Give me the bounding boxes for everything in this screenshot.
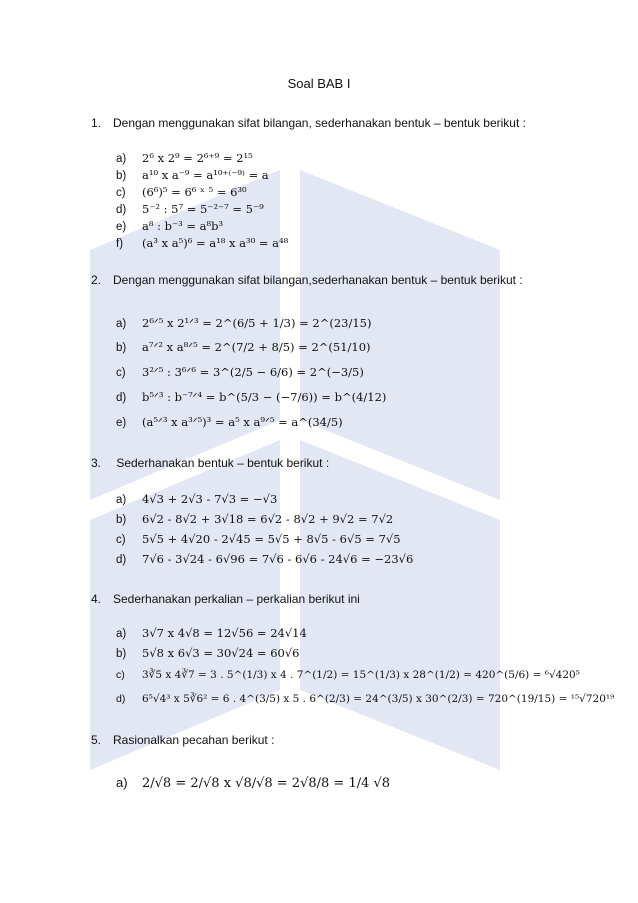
- question-prompt: Dengan menggunakan sifat bilangan, sederhanakan bentuk – bentuk berikut :: [113, 116, 526, 130]
- list-item: [116, 185, 247, 199]
- list-item: [116, 316, 371, 330]
- question-prompt: Sederhanakan perkalian – perkalian berikut ini: [113, 592, 360, 606]
- item-label: d): [116, 204, 127, 216]
- item-label: e): [116, 417, 127, 429]
- item-label: c): [116, 534, 126, 546]
- item-label: c): [116, 187, 126, 199]
- item-label: e): [116, 221, 127, 233]
- list-item: [116, 693, 614, 705]
- item-label: a): [116, 318, 127, 330]
- item-expression: 6⁵√4³ x 5∛6² = 6 . 4^(3/5) x 5 . 6^(2/3) = 24^(3/5) x 30^(2/3) = 720^(19/15) = ¹⁵√720¹⁹: [142, 693, 615, 705]
- item-expression: 4√3 + 2√3 - 7√3 = −√3: [142, 492, 278, 506]
- item-expression: a⁸ : b⁻³ = a⁸b³: [142, 219, 224, 233]
- item-label: a): [116, 628, 127, 640]
- item-expression: (a³ x a⁵)⁶ = a¹⁸ x a³⁰ = a⁴⁸: [142, 236, 289, 250]
- item-expression: 2/√8 = 2/√8 x √8/√8 = 2√8/8 = 1/4 √8: [142, 776, 391, 791]
- question-number: 2.: [91, 273, 102, 287]
- list-item: [116, 340, 371, 354]
- list-item: [116, 626, 307, 640]
- item-label: b): [116, 170, 127, 182]
- list-item: [116, 151, 253, 165]
- list-item: [116, 646, 300, 660]
- item-label: c): [116, 669, 125, 681]
- item-expression: 5⁻² : 5⁷ = 5⁻²⁻⁷ = 5⁻⁹: [142, 202, 264, 216]
- item-expression: 2⁶ᐟ⁵ x 2¹ᐟ³ = 2^(6/5 + 1/3) = 2^(23/15): [142, 316, 372, 330]
- list-item: [116, 552, 413, 566]
- list-item: [116, 532, 401, 546]
- item-expression: a⁷ᐟ² x a⁸ᐟ⁵ = 2^(7/2 + 8/5) = 2^(51/10): [142, 340, 371, 354]
- list-item: [116, 390, 386, 404]
- question-1: [91, 116, 526, 130]
- item-label: d): [116, 392, 127, 404]
- question-number: 4.: [91, 592, 102, 606]
- question-3: [91, 456, 329, 470]
- question-number: 1.: [91, 116, 102, 130]
- list-item: [116, 669, 580, 681]
- item-expression: (6⁶)⁵ = 6⁶ ˣ ⁵ = 6³⁰: [142, 185, 247, 199]
- question-number: 3.: [91, 456, 102, 470]
- list-item: [116, 415, 343, 429]
- item-expression: 3∛5 x 4∛7 = 3 . 5^(1/3) x 4 . 7^(1/2) = 15^(1/3) x 28^(1/2) = 420^(5/6) = ⁶√420⁵: [142, 669, 580, 681]
- item-expression: 3√7 x 4√8 = 12√56 = 24√14: [142, 626, 307, 640]
- item-expression: a¹⁰ x a⁻⁹ = a¹⁰⁺⁽⁻⁹⁾ = a: [142, 168, 269, 182]
- item-label: a): [116, 775, 128, 790]
- question-2: [91, 273, 523, 287]
- item-expression: 2⁶ x 2⁹ = 2⁶⁺⁹ = 2¹⁵: [142, 151, 253, 165]
- item-expression: 5√5 + 4√20 - 2√45 = 5√5 + 8√5 - 6√5 = 7√5: [142, 532, 401, 546]
- item-expression: 6√2 - 8√2 + 3√18 = 6√2 - 8√2 + 9√2 = 7√2: [142, 512, 394, 526]
- item-label: a): [116, 153, 127, 165]
- item-label: f): [116, 238, 124, 250]
- list-item: [116, 775, 390, 791]
- question-number: 5.: [91, 733, 102, 747]
- list-item: [116, 492, 277, 506]
- item-expression: b⁵ᐟ³ : b⁻⁷ᐟ⁴ = b^(5/3 − (−7/6)) = b^(4/12): [142, 390, 387, 404]
- item-label: a): [116, 494, 127, 506]
- list-item: [116, 512, 393, 526]
- list-item: [116, 219, 223, 233]
- item-label: b): [116, 648, 127, 660]
- list-item: [116, 168, 269, 182]
- item-label: d): [116, 554, 127, 566]
- question-4: [91, 592, 360, 606]
- question-prompt: Dengan menggunakan sifat bilangan,sederhanakan bentuk – bentuk berikut :: [113, 273, 523, 287]
- item-expression: 3²ᐟ⁵ : 3⁶ᐟ⁶ = 3^(2/5 − 6/6) = 2^(−3/5): [142, 365, 364, 379]
- page-title: Soal BAB I: [287, 76, 351, 91]
- item-label: b): [116, 342, 127, 354]
- list-item: [116, 202, 264, 216]
- item-expression: 7√6 - 3√24 - 6√96 = 7√6 - 6√6 - 24√6 = −23√6: [142, 552, 414, 566]
- question-prompt: Sederhanakan bentuk – bentuk berikut :: [113, 456, 330, 470]
- item-expression: 5√8 x 6√3 = 30√24 = 60√6: [142, 646, 300, 660]
- question-5: [91, 733, 274, 747]
- item-expression: (a⁵ᐟ³ x a³ᐟ⁵)³ = a⁵ x a⁹ᐟ⁵ = a^(34/5): [142, 415, 343, 429]
- question-prompt: Rasionalkan pecahan berikut :: [113, 733, 275, 747]
- list-item: [116, 365, 364, 379]
- list-item: [116, 236, 288, 250]
- item-label: c): [116, 367, 126, 379]
- item-label: b): [116, 514, 127, 526]
- item-label: d): [116, 693, 126, 705]
